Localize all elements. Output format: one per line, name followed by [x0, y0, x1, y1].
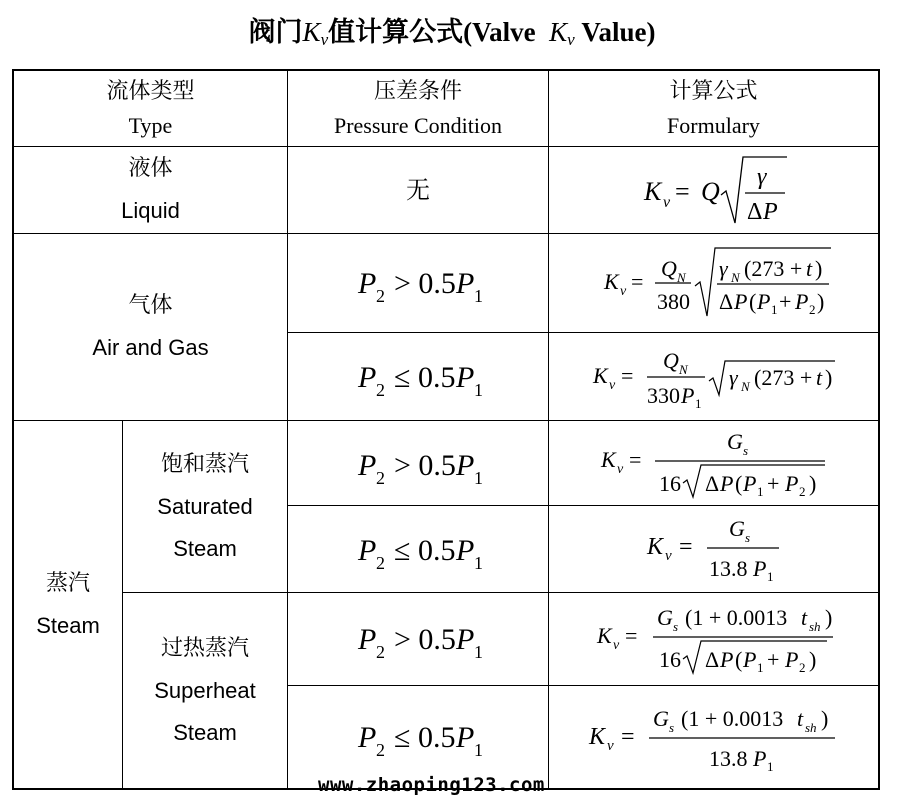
watermark-text: www.zhaoping123.com	[318, 774, 545, 796]
svg-text:16: 16	[659, 471, 681, 496]
svg-text:v: v	[609, 378, 616, 393]
formula-saturated-greater	[549, 421, 878, 505]
svg-text:s: s	[669, 720, 675, 735]
svg-text:+: +	[779, 289, 792, 314]
svg-text:P: P	[757, 289, 771, 314]
svg-text:1: 1	[474, 642, 483, 662]
header-formula-cn: 计算公式	[669, 78, 758, 104]
svg-text:P: P	[456, 449, 475, 482]
svg-text:K: K	[593, 363, 608, 388]
condition-saturated-less-equal	[288, 505, 548, 592]
svg-text:330: 330	[647, 383, 680, 408]
condition-saturated-greater	[288, 420, 548, 505]
svg-text:≤ 0.5: ≤ 0.5	[394, 534, 456, 567]
svg-text:=: =	[629, 447, 642, 472]
type-gas: 气体 Air and Gas	[92, 293, 209, 360]
svg-text:): )	[815, 256, 823, 281]
type-saturated-steam: 饱和蒸汽 Saturated Steam	[157, 451, 253, 561]
svg-text:2: 2	[376, 740, 385, 760]
svg-text:P: P	[358, 361, 377, 394]
svg-text:1: 1	[474, 380, 483, 400]
formula-superheat-less-equal	[549, 686, 878, 788]
svg-text:2: 2	[376, 468, 385, 488]
svg-text:+: +	[767, 647, 780, 672]
svg-text:Δ: Δ	[747, 199, 763, 225]
svg-text:P: P	[456, 267, 475, 300]
svg-text:(: (	[749, 289, 757, 314]
svg-text:P: P	[681, 383, 695, 408]
svg-text:13.8: 13.8	[709, 746, 748, 771]
svg-text:): )	[821, 706, 829, 731]
svg-text:≤ 0.5: ≤ 0.5	[394, 721, 456, 754]
header-type-cn: 流体类型	[106, 78, 195, 104]
svg-text:γ: γ	[757, 164, 767, 190]
type-steam: 蒸汽 Steam	[36, 570, 100, 638]
svg-text:s: s	[743, 443, 749, 458]
svg-text:P: P	[720, 647, 734, 672]
formula-superheat-greater	[549, 593, 878, 685]
condition-superheat-greater	[288, 592, 548, 685]
svg-text:1: 1	[767, 569, 774, 584]
svg-text:=: =	[675, 177, 690, 206]
svg-text:v: v	[607, 738, 614, 754]
svg-text:1: 1	[474, 286, 483, 306]
formula-gas-less-equal	[549, 333, 878, 420]
svg-text:): )	[809, 647, 817, 672]
svg-text:P: P	[358, 721, 377, 754]
svg-text:2: 2	[376, 286, 385, 306]
svg-text:γ: γ	[719, 256, 728, 281]
condition-gas-greater	[288, 233, 548, 332]
svg-text:v: v	[663, 194, 671, 211]
svg-text:K: K	[604, 269, 619, 294]
svg-text:P: P	[743, 647, 757, 672]
page-title: 阀门$K_v$值计算公式(Valve $K_v$ Value)	[248, 17, 656, 49]
svg-text:t: t	[816, 365, 823, 390]
svg-text:K: K	[597, 623, 612, 648]
svg-text:P: P	[763, 199, 778, 225]
svg-text:1: 1	[474, 740, 483, 760]
header-type	[14, 71, 287, 146]
formula-gas-greater	[549, 234, 878, 332]
header-condition	[288, 71, 548, 146]
svg-text:2: 2	[799, 660, 806, 675]
svg-text:K: K	[644, 177, 662, 206]
svg-text:2: 2	[376, 553, 385, 573]
svg-text:): )	[817, 289, 825, 314]
svg-text:P: P	[358, 449, 377, 482]
svg-text:P: P	[456, 534, 475, 567]
svg-text:> 0.5: > 0.5	[394, 623, 456, 656]
table-border-right	[878, 69, 880, 790]
condition-gas-less-equal	[288, 332, 548, 420]
svg-text:P: P	[795, 289, 809, 314]
svg-text:+: +	[767, 471, 780, 496]
svg-text:=: =	[621, 363, 634, 388]
svg-text:=: =	[631, 269, 644, 294]
svg-text:1: 1	[695, 396, 702, 411]
svg-text:v: v	[665, 548, 672, 564]
svg-text:(: (	[735, 647, 743, 672]
svg-text:Q: Q	[663, 348, 679, 373]
svg-text:Q: Q	[661, 256, 677, 281]
svg-text:Δ: Δ	[719, 289, 734, 314]
svg-text:N: N	[679, 362, 688, 377]
header-formula	[549, 71, 878, 146]
svg-text:P: P	[358, 267, 377, 300]
svg-text:2: 2	[376, 642, 385, 662]
svg-text:sh: sh	[809, 619, 821, 634]
svg-text:=: =	[621, 724, 635, 750]
svg-text:P: P	[785, 471, 799, 496]
svg-text:P: P	[734, 289, 748, 314]
svg-text:G: G	[727, 429, 743, 454]
svg-text:2: 2	[376, 380, 385, 400]
svg-text:P: P	[720, 471, 734, 496]
svg-text:Δ: Δ	[705, 471, 720, 496]
svg-text:(: (	[735, 471, 743, 496]
svg-text:P: P	[456, 623, 475, 656]
svg-text:t: t	[797, 706, 804, 731]
svg-text:K: K	[647, 534, 664, 560]
svg-text:P: P	[753, 556, 767, 581]
svg-text:): )	[825, 605, 833, 630]
header-condition-cn: 压差条件	[373, 78, 462, 104]
svg-text:(1 + 0.0013: (1 + 0.0013	[685, 605, 788, 630]
svg-text:P: P	[358, 623, 377, 656]
svg-text:G: G	[729, 516, 745, 541]
svg-text:1: 1	[474, 553, 483, 573]
svg-text:K: K	[589, 724, 606, 750]
svg-text:t: t	[806, 256, 813, 281]
svg-text:N: N	[731, 270, 740, 285]
svg-text:1: 1	[757, 660, 764, 675]
svg-text:13.8: 13.8	[709, 556, 748, 581]
svg-text:v: v	[617, 462, 624, 477]
svg-text:): )	[825, 365, 833, 390]
condition-liquid: 无	[406, 176, 430, 204]
svg-text:2: 2	[799, 484, 806, 499]
svg-text:P: P	[456, 721, 475, 754]
header-condition-en: Pressure Condition	[333, 112, 503, 138]
svg-text:): )	[809, 471, 817, 496]
svg-text:v: v	[620, 284, 627, 299]
svg-text:≤ 0.5: ≤ 0.5	[394, 361, 456, 394]
svg-text:380: 380	[657, 289, 690, 314]
header-formula-en: Formulary	[667, 112, 760, 138]
svg-text:P: P	[456, 361, 475, 394]
svg-text:> 0.5: > 0.5	[394, 449, 456, 482]
formula-saturated-less-equal	[549, 506, 878, 592]
svg-text:s: s	[745, 530, 751, 545]
svg-text:K: K	[601, 447, 616, 472]
svg-text:1: 1	[771, 302, 778, 317]
svg-text:2: 2	[809, 302, 816, 317]
header-type-en: Type	[128, 112, 173, 138]
svg-text:Δ: Δ	[705, 647, 720, 672]
svg-text:sh: sh	[805, 720, 817, 735]
svg-text:G: G	[653, 706, 669, 731]
svg-text:N: N	[741, 379, 750, 394]
svg-text:N: N	[677, 270, 686, 285]
svg-text:=: =	[679, 534, 693, 560]
svg-text:γ: γ	[729, 365, 738, 390]
svg-text:(273 +: (273 +	[744, 256, 803, 281]
formula-liquid	[549, 147, 878, 233]
type-liquid: 液体 Liquid	[121, 156, 180, 223]
svg-text:(1 + 0.0013: (1 + 0.0013	[681, 706, 784, 731]
svg-text:s: s	[673, 619, 679, 634]
condition-superheat-less-equal	[288, 685, 548, 788]
svg-text:P: P	[358, 534, 377, 567]
svg-text:G: G	[657, 605, 673, 630]
svg-text:P: P	[743, 471, 757, 496]
svg-text:16: 16	[659, 647, 681, 672]
svg-text:v: v	[613, 638, 620, 653]
svg-text:1: 1	[767, 759, 774, 774]
svg-text:P: P	[753, 746, 767, 771]
svg-text:1: 1	[474, 468, 483, 488]
svg-text:t: t	[801, 605, 808, 630]
type-superheat-steam: 过热蒸汽 Superheat Steam	[154, 635, 256, 745]
svg-text:1: 1	[757, 484, 764, 499]
svg-text:=: =	[625, 623, 638, 648]
svg-text:> 0.5: > 0.5	[394, 267, 456, 300]
svg-text:P: P	[785, 647, 799, 672]
svg-text:(273 +: (273 +	[754, 365, 813, 390]
svg-text:Q: Q	[701, 177, 720, 206]
